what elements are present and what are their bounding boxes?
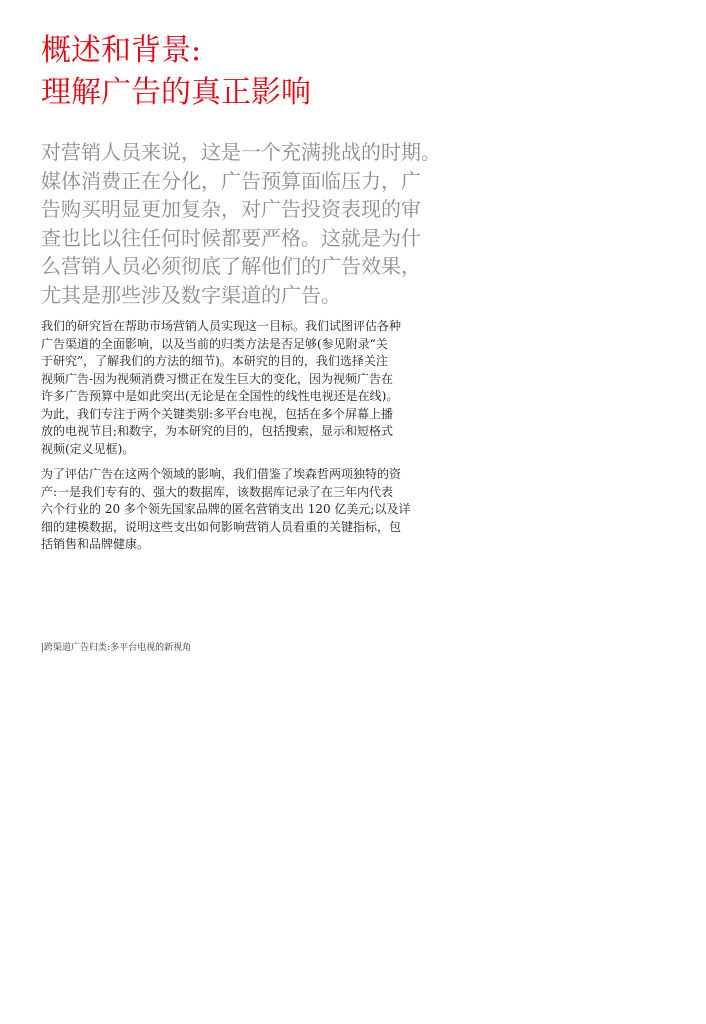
intro-line: 对营销人员来说，这是一个充满挑战的时期。 (41, 140, 441, 164)
page-title-line: 概述和背景: (41, 33, 202, 68)
intro-paragraph (41, 138, 441, 309)
page-footer: |跨渠道广告归类:多平台电视的新视角 (41, 643, 192, 653)
intro-line: 尤其是那些涉及数字渠道的广告。 (41, 282, 341, 307)
intro-line: 告购买明显更加复杂，对广告投资表现的审 (41, 197, 421, 221)
page-title-line: 理解广告的真正影响 (41, 75, 311, 110)
body-line: 六个行业的 20 多个领先国家品牌的匿名营销支出 120 亿美元;以及详 (41, 502, 411, 516)
body-line: 放的电视节目;和数字，为本研究的目的，包括搜索，显示和短格式 (41, 424, 394, 438)
body-line: 为此，我们专注于两个关键类别:多平台电视，包括在多个屏幕上播 (41, 406, 394, 421)
body-line: 我们的研究旨在帮助市场营销人员实现这一目标。我们试图评估各种 (41, 319, 402, 333)
body-line: 视频广告-因为视频消费习惯正在发生巨大的变化，因为视频广告在 (41, 371, 394, 386)
body-line: 为了评估广告在这两个领域的影响，我们借鉴了埃森哲两项独特的资 (41, 467, 402, 481)
body-line: 括销售和品牌健康。 (41, 537, 150, 551)
intro-line: 媒体消费正在分化，广告预算面临压力，广 (41, 168, 421, 193)
body-paragraph-1 (41, 318, 436, 458)
intro-line: 查也比以往任何时候都要严格。这就是为什 (41, 225, 421, 250)
page-title (41, 30, 311, 114)
body-line: 于研究”，了解我们的方法的细节)。本研究的目的，我们选择关注 (41, 354, 388, 368)
body-line: 细的建模数据，说明这些支出如何影响营销人员看重的关键指标，包 (41, 519, 402, 534)
body-line: 视频(定义见框)。 (41, 441, 135, 456)
body-line: 产:一是我们专有的、强大的数据库，该数据库记录了在三年内代表 (41, 484, 394, 499)
body-paragraph-2 (41, 466, 436, 554)
intro-line: 么营销人员必须彻底了解他们的广告效果， (41, 254, 421, 278)
body-line: 广告渠道的全面影响，以及当前的归类方法是否足够(参见附录“关 (41, 336, 388, 351)
body-line: 许多广告预算中是如此突出(无论是在全国性的线性电视还是在线)。 (41, 389, 399, 403)
